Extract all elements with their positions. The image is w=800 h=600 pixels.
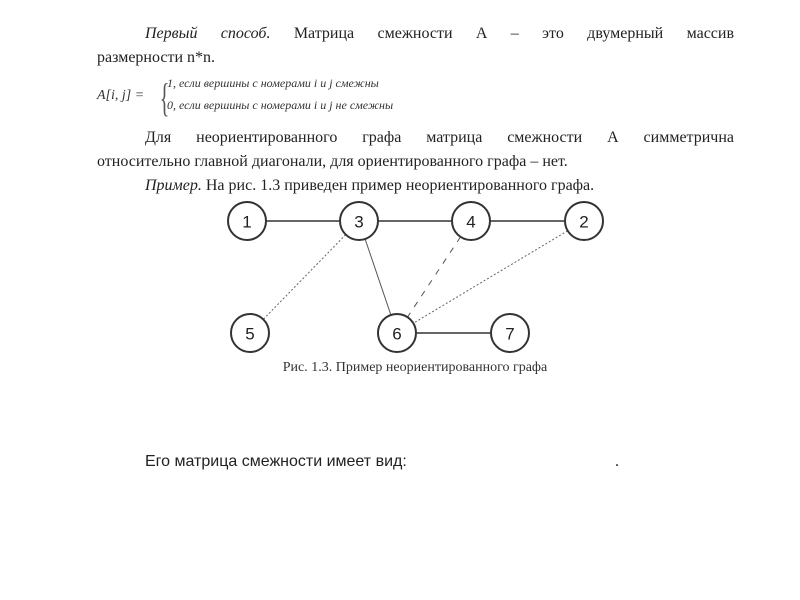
- node-6: [378, 314, 416, 352]
- node-label-5: 5: [245, 324, 255, 344]
- formula-brace: {: [159, 75, 170, 120]
- matrix-intro: Его матрица смежности имеет вид:: [145, 453, 407, 470]
- edge-2-6: [413, 231, 567, 323]
- node-label-4: 4: [466, 212, 476, 232]
- node-label-6: 6: [392, 324, 402, 344]
- node-label-7: 7: [505, 324, 515, 344]
- matrix-end-dot: .: [615, 453, 619, 470]
- symmetry-text-line2: относительно главной диагонали, для ориентированного графа – нет.: [97, 153, 568, 170]
- formula-case-0: 0, если вершины с номерами i и j не смежны: [167, 98, 394, 112]
- graph-edges: [263, 221, 567, 333]
- dimension-text: размерности n*n.: [97, 49, 216, 66]
- example-label: Пример.: [145, 177, 202, 194]
- node-label-2: 2: [579, 212, 589, 232]
- edge-3-5: [263, 235, 345, 320]
- formula-lhs: A[i, j] =: [97, 88, 145, 103]
- node-2: [565, 202, 603, 240]
- example-text: На рис. 1.3 приведен пример неориентированного графа.: [205, 177, 595, 194]
- edge-3-6: [365, 239, 391, 315]
- first-method-label: Первый способ.: [145, 25, 271, 42]
- figure-caption: Рис. 1.3. Пример неориентированного графа: [282, 360, 548, 375]
- graph-nodes: [228, 202, 603, 352]
- node-5: [231, 314, 269, 352]
- symmetry-text-line1: Для неориентированного графа матрица смежности А симметрична: [145, 129, 734, 146]
- node-7: [491, 314, 529, 352]
- node-1: [228, 202, 266, 240]
- edge-4-6: [407, 237, 460, 317]
- node-label-3: 3: [354, 212, 364, 232]
- node-4: [452, 202, 490, 240]
- first-method-text: Матрица смежности А – это двумерный массив: [293, 25, 735, 42]
- node-3: [340, 202, 378, 240]
- node-label-1: 1: [242, 212, 252, 232]
- formula-case-1: 1, если вершины с номерами i и j смежны: [167, 76, 379, 90]
